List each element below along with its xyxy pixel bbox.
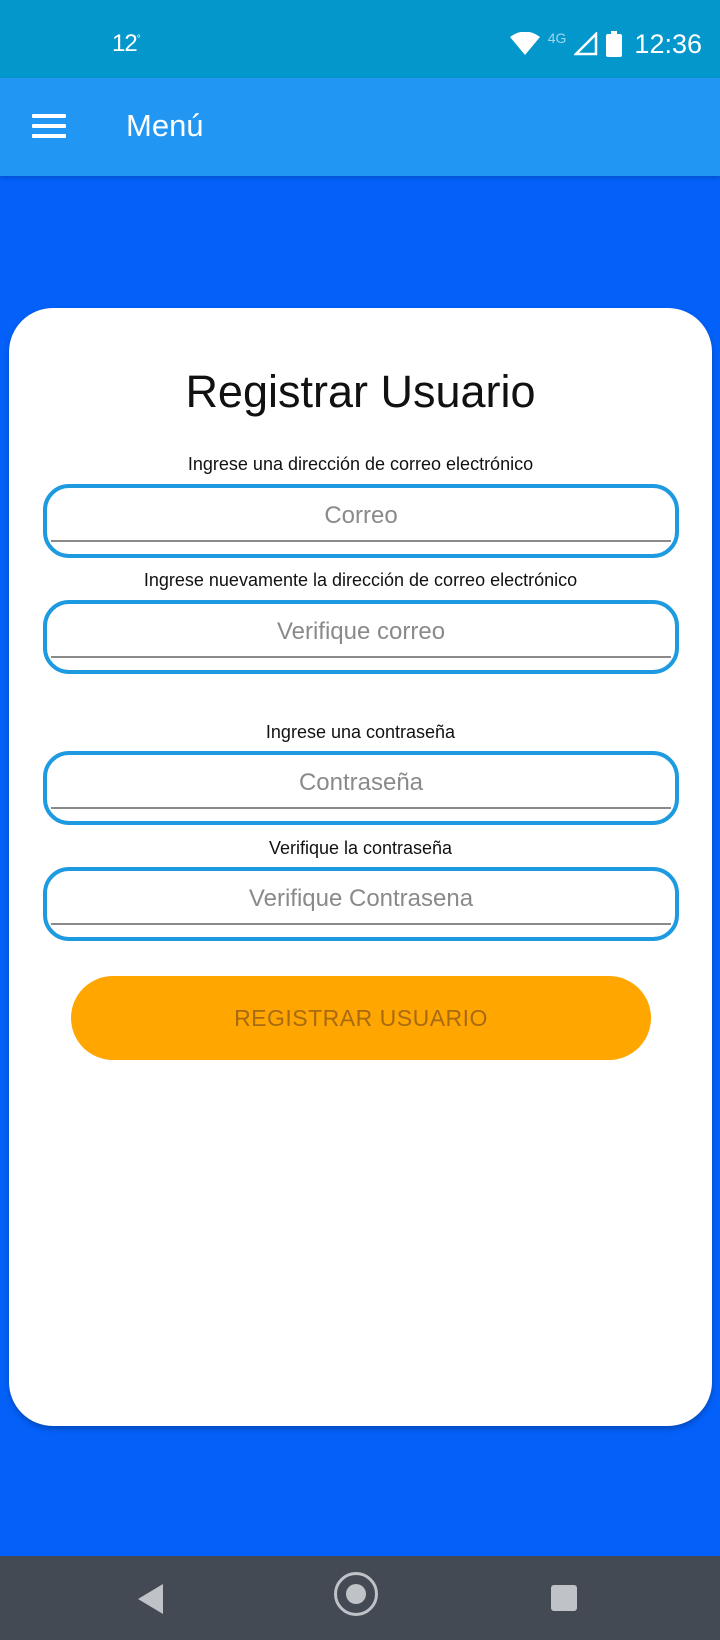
signal-icon (574, 32, 598, 56)
wifi-icon (510, 32, 540, 56)
temperature-value: 12 (112, 30, 137, 57)
hamburger-menu-icon[interactable] (32, 114, 66, 138)
password-confirm-field[interactable] (43, 867, 679, 941)
password-confirm-input[interactable] (51, 875, 671, 925)
password-input[interactable] (51, 759, 671, 809)
registration-card (9, 308, 712, 1426)
recent-apps-icon[interactable] (551, 1585, 577, 1611)
back-icon[interactable] (138, 1584, 163, 1614)
app-bar (0, 78, 720, 176)
email-label: Ingrese una dirección de correo electrónico (187, 454, 534, 474)
weather-temperature (112, 30, 140, 58)
email-confirm-input[interactable] (51, 608, 671, 658)
form-title: Registrar Usuario (185, 366, 536, 417)
email-confirm-field[interactable] (43, 600, 679, 674)
email-input[interactable] (51, 492, 671, 542)
password-label: Ingrese una contraseña (265, 722, 456, 742)
home-icon[interactable] (334, 1572, 378, 1616)
status-bar (0, 0, 720, 78)
email-field[interactable] (43, 484, 679, 558)
battery-icon (606, 31, 622, 57)
app-bar-title: Menú (126, 108, 204, 143)
register-button[interactable]: REGISTRAR USUARIO (71, 976, 651, 1060)
email-confirm-label: Ingrese nuevamente la dirección de correo electrónico (143, 570, 578, 590)
status-icons (510, 26, 702, 62)
password-field[interactable] (43, 751, 679, 825)
temperature-unit: ° (136, 34, 140, 45)
navigation-bar (0, 1556, 720, 1640)
password-confirm-label: Verifique la contraseña (268, 838, 453, 858)
clock: 12:36 (634, 28, 702, 59)
network-type: 4G (547, 30, 567, 46)
